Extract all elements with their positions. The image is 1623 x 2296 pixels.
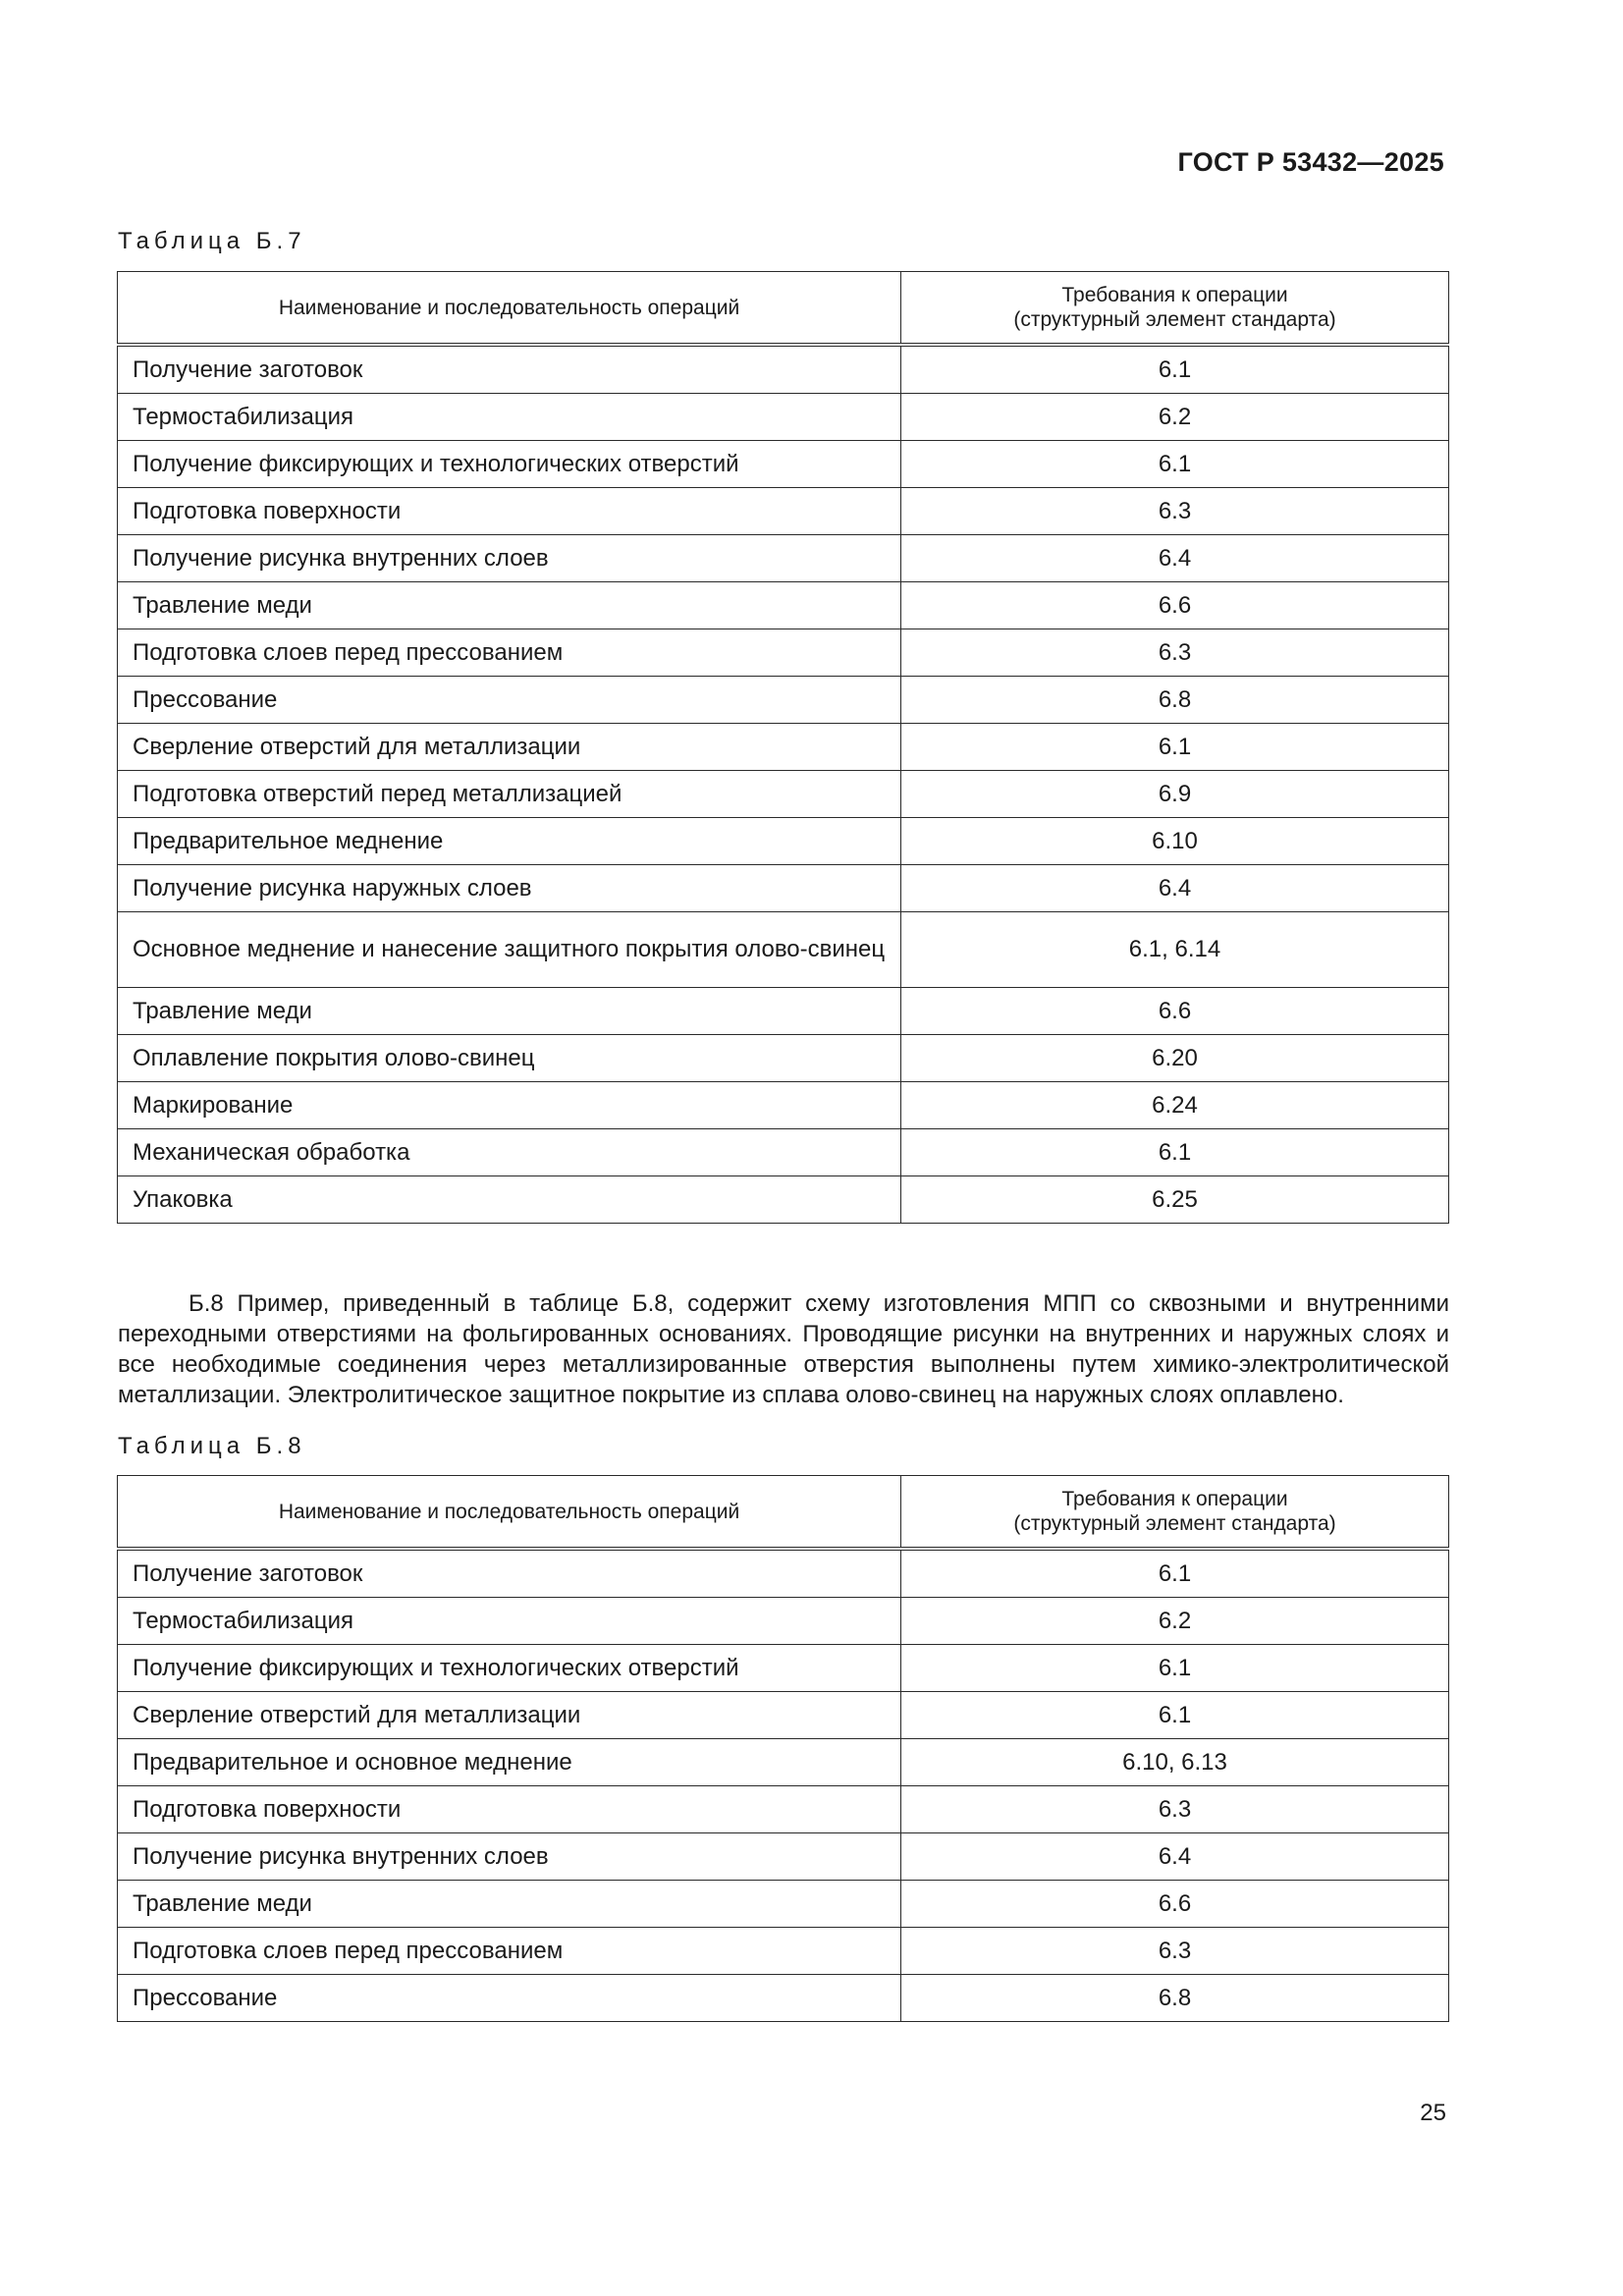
table-b8 [117, 1475, 1449, 2022]
requirement-ref-cell: 6.1 [901, 1692, 1449, 1739]
operation-name-cell: Получение рисунка наружных слоев [118, 865, 901, 912]
requirement-ref-cell: 6.20 [901, 1035, 1449, 1082]
table-b7-caption: Таблица Б.7 [118, 228, 306, 254]
operation-name-cell: Термостабилизация [118, 394, 901, 441]
requirement-ref-cell: 6.1 [901, 1645, 1449, 1692]
column-header-line: Требования к операции [1061, 1488, 1288, 1510]
operation-name-cell: Подготовка слоев перед прессованием [118, 629, 901, 677]
table-row [118, 1881, 1449, 1928]
table-row [118, 1129, 1449, 1176]
column-header-operation: Наименование и последовательность операций [118, 1476, 901, 1550]
requirement-ref-cell: 6.1 [901, 441, 1449, 488]
table-row [118, 582, 1449, 629]
requirement-ref-cell: 6.4 [901, 1833, 1449, 1881]
section-paragraph-b8 [118, 1288, 1449, 1410]
table-row [118, 818, 1449, 865]
requirement-ref-cell: 6.8 [901, 677, 1449, 724]
requirement-ref-cell: 6.1, 6.14 [901, 912, 1449, 988]
operation-name-cell: Получение фиксирующих и технологических отверстий [118, 1645, 901, 1692]
table-row [118, 1035, 1449, 1082]
table-row [118, 488, 1449, 535]
requirement-ref-cell: 6.6 [901, 988, 1449, 1035]
table-row [118, 988, 1449, 1035]
table-header-row [118, 1476, 1449, 1550]
table-row [118, 1975, 1449, 2022]
table-header-row [118, 272, 1449, 346]
requirement-ref-cell: 6.1 [901, 724, 1449, 771]
operation-name-cell: Механическая обработка [118, 1129, 901, 1176]
operation-name-cell: Получение заготовок [118, 1549, 901, 1598]
operation-name-cell: Получение рисунка внутренних слоев [118, 535, 901, 582]
table-row [118, 1598, 1449, 1645]
requirement-ref-cell: 6.25 [901, 1176, 1449, 1224]
column-header-line: (структурный элемент стандарта) [1013, 308, 1336, 331]
table-row [118, 677, 1449, 724]
table-row [118, 629, 1449, 677]
requirement-ref-cell: 6.2 [901, 1598, 1449, 1645]
operation-name-cell: Прессование [118, 1975, 901, 2022]
operation-name-cell: Упаковка [118, 1176, 901, 1224]
table-row [118, 1645, 1449, 1692]
operation-name-cell: Подготовка поверхности [118, 488, 901, 535]
operation-name-cell: Травление меди [118, 988, 901, 1035]
table-row [118, 394, 1449, 441]
page-number: 25 [1420, 2100, 1446, 2126]
operation-name-cell: Получение фиксирующих и технологических отверстий [118, 441, 901, 488]
operation-name-cell: Маркирование [118, 1082, 901, 1129]
column-header-line: (структурный элемент стандарта) [1013, 1512, 1336, 1535]
requirement-ref-cell: 6.1 [901, 1129, 1449, 1176]
requirement-ref-cell: 6.4 [901, 865, 1449, 912]
requirement-ref-cell: 6.8 [901, 1975, 1449, 2022]
table-row [118, 1739, 1449, 1786]
table-row [118, 1692, 1449, 1739]
table-row [118, 1549, 1449, 1598]
requirement-ref-cell: 6.2 [901, 394, 1449, 441]
table-row [118, 1176, 1449, 1224]
operation-name-cell: Основное меднение и нанесение защитного покрытия олово-свинец [118, 912, 901, 988]
operation-name-cell: Прессование [118, 677, 901, 724]
document-id: ГОСТ Р 53432—2025 [1177, 147, 1444, 177]
table-b7 [117, 271, 1449, 1224]
table-row [118, 1833, 1449, 1881]
column-header-requirements [901, 1476, 1449, 1550]
operation-name-cell: Травление меди [118, 1881, 901, 1928]
requirement-ref-cell: 6.9 [901, 771, 1449, 818]
requirement-ref-cell: 6.3 [901, 629, 1449, 677]
table-row [118, 1786, 1449, 1833]
requirement-ref-cell: 6.10 [901, 818, 1449, 865]
table-row [118, 865, 1449, 912]
paragraph-text: Б.8 Пример, приведенный в таблице Б.8, содержит схему изготовления МПП со сквозными и внутренними переходными отверстиями на фольгированных основаниях. Проводящие рисунки на внутренних и наружных слоях и все необходимые соединения через металлизированные отверстия выполнены путем химико-электролитической металлизации. Электролитическое защитное покрытие из сплава олово-свинец на наружных слоях оплавлено. [118, 1290, 1449, 1408]
requirement-ref-cell: 6.3 [901, 1786, 1449, 1833]
operation-name-cell: Оплавление покрытия олово-свинец [118, 1035, 901, 1082]
operation-name-cell: Подготовка отверстий перед металлизацией [118, 771, 901, 818]
table-row [118, 912, 1449, 988]
requirement-ref-cell: 6.6 [901, 582, 1449, 629]
operation-name-cell: Предварительное меднение [118, 818, 901, 865]
table-row [118, 535, 1449, 582]
requirement-ref-cell: 6.10, 6.13 [901, 1739, 1449, 1786]
operation-name-cell: Термостабилизация [118, 1598, 901, 1645]
requirement-ref-cell: 6.3 [901, 1928, 1449, 1975]
requirement-ref-cell: 6.1 [901, 345, 1449, 394]
table-row [118, 724, 1449, 771]
table-row [118, 441, 1449, 488]
column-header-requirements [901, 272, 1449, 346]
operation-name-cell: Получение рисунка внутренних слоев [118, 1833, 901, 1881]
table-row [118, 1928, 1449, 1975]
requirement-ref-cell: 6.4 [901, 535, 1449, 582]
table-row [118, 771, 1449, 818]
requirement-ref-cell: 6.1 [901, 1549, 1449, 1598]
column-header-operation: Наименование и последовательность операций [118, 272, 901, 346]
table-row [118, 1082, 1449, 1129]
operation-name-cell: Сверление отверстий для металлизации [118, 1692, 901, 1739]
operation-name-cell: Получение заготовок [118, 345, 901, 394]
operation-name-cell: Предварительное и основное меднение [118, 1739, 901, 1786]
operation-name-cell: Подготовка поверхности [118, 1786, 901, 1833]
operation-name-cell: Подготовка слоев перед прессованием [118, 1928, 901, 1975]
operation-name-cell: Травление меди [118, 582, 901, 629]
requirement-ref-cell: 6.24 [901, 1082, 1449, 1129]
requirement-ref-cell: 6.3 [901, 488, 1449, 535]
operation-name-cell: Сверление отверстий для металлизации [118, 724, 901, 771]
table-b8-caption: Таблица Б.8 [118, 1433, 306, 1459]
requirement-ref-cell: 6.6 [901, 1881, 1449, 1928]
column-header-line: Требования к операции [1061, 284, 1288, 306]
table-row [118, 345, 1449, 394]
